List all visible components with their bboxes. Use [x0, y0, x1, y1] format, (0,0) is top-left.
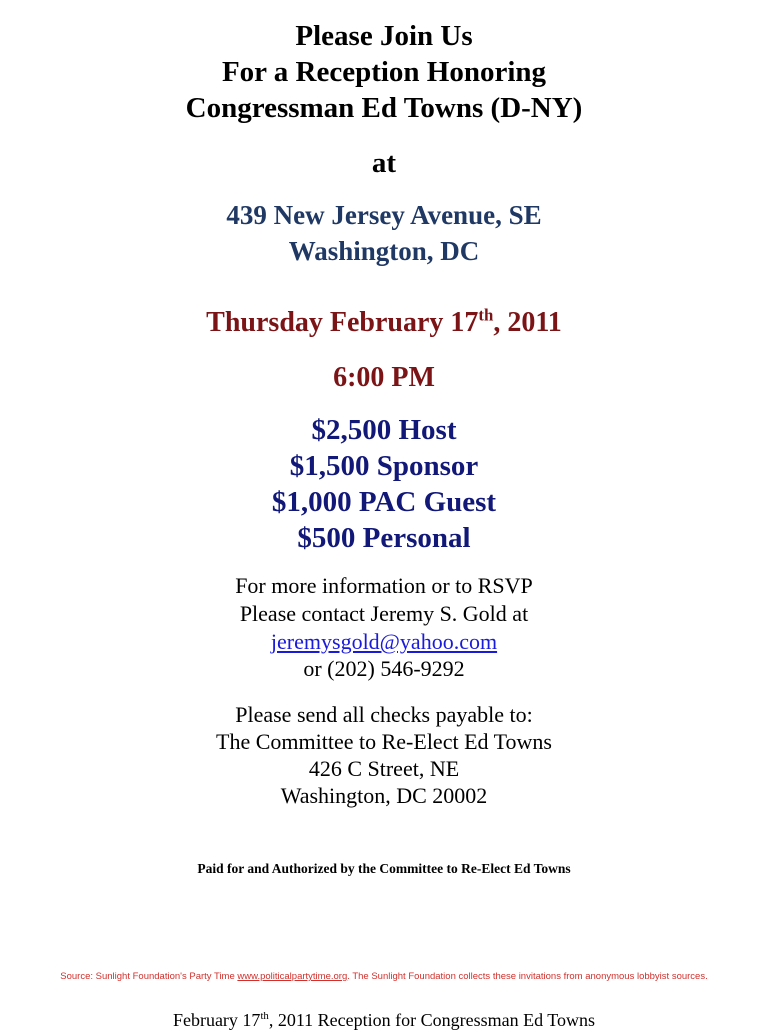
- event-date-year: , 2011: [493, 307, 562, 338]
- heading-at: at: [371, 147, 397, 179]
- level-pac-guest: $1,000 PAC Guest: [271, 486, 497, 518]
- source-suffix: . The Sunlight Foundation collects these invitations from anonymous lobbyist sources.: [347, 971, 708, 982]
- event-date: [0, 307, 768, 339]
- heading-line-1: Please Join Us: [295, 20, 473, 52]
- footer-rest: , 2011 Reception for Congressman Ed Towns: [268, 1010, 596, 1030]
- address-street: 439 New Jersey Avenue, SE: [226, 200, 542, 230]
- checks-line-4: Washington, DC 20002: [280, 783, 488, 808]
- disclaimer: Paid for and Authorized by the Committee to Re-Elect Ed Towns: [197, 861, 571, 876]
- contact-email-link[interactable]: jeremysgold@yahoo.com: [270, 629, 498, 654]
- checks-line-1: Please send all checks payable to:: [235, 702, 533, 727]
- footer-sup: th: [260, 1010, 269, 1022]
- level-host: $2,500 Host: [311, 414, 457, 446]
- level-personal: $500 Personal: [297, 522, 471, 554]
- source-prefix: Source: Sunlight Foundation's Party Time: [60, 971, 238, 982]
- heading-line-3: Congressman Ed Towns (D-NY): [185, 92, 583, 124]
- event-time: 6:00 PM: [333, 362, 435, 393]
- event-date-suffix: th: [478, 305, 494, 325]
- level-sponsor: $1,500 Sponsor: [289, 450, 479, 482]
- source-note: [0, 971, 768, 982]
- event-date-prefix: Thursday February 17: [206, 307, 479, 338]
- contact-email-row: [0, 629, 768, 655]
- checks-line-3: 426 C Street, NE: [308, 756, 460, 781]
- contact-line-1: For more information or to RSVP: [235, 573, 533, 598]
- heading-line-2: For a Reception Honoring: [221, 56, 547, 88]
- footer-prefix: February 17: [172, 1010, 261, 1030]
- source-link[interactable]: www.politicalpartytime.org: [237, 971, 348, 982]
- contact-phone: or (202) 546-9292: [303, 656, 465, 681]
- footer-caption: [0, 1010, 768, 1031]
- checks-line-2: The Committee to Re-Elect Ed Towns: [216, 729, 552, 754]
- address-city: Washington, DC: [288, 236, 480, 266]
- contact-line-2: Please contact Jeremy S. Gold at: [239, 601, 529, 626]
